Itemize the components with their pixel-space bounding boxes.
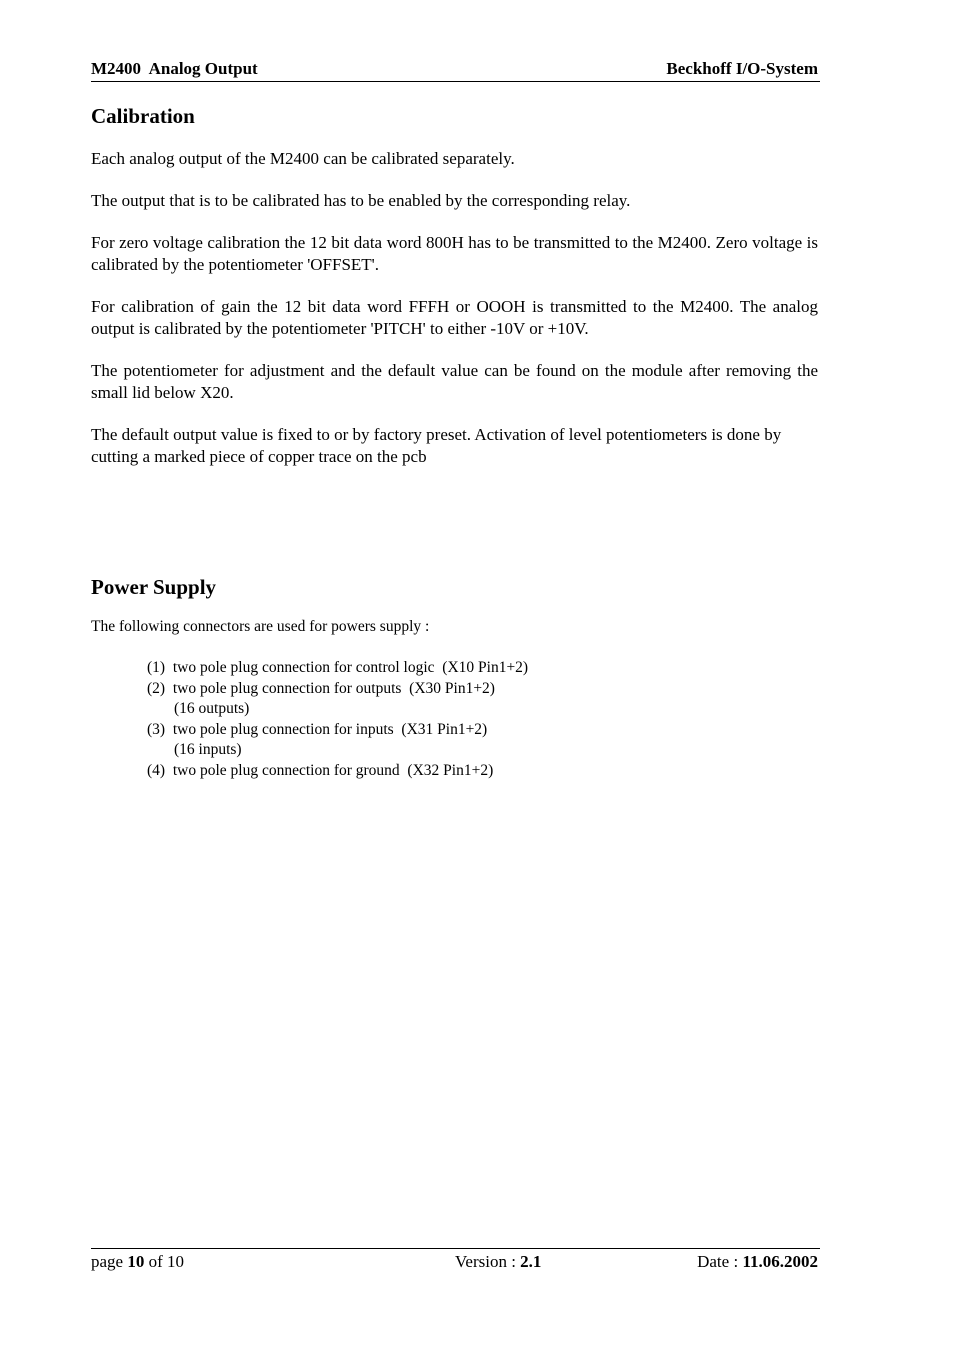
page-total: of 10 [144, 1252, 185, 1271]
header-company: Beckhoff I/O-System [666, 59, 818, 78]
page-number [91, 1252, 184, 1272]
calibration-paragraph: The output that is to be calibrated has to be enabled by the corresponding relay. [91, 191, 631, 210]
connector-text: (1) two pole plug connection for control logic (X10 Pin1+2) [147, 659, 529, 676]
page-current: 10 [127, 1252, 145, 1271]
list-item [147, 658, 818, 679]
calibration-paragraph: The potentiometer for adjustment and the default value can be found on the module after removing the small lid below X20. [91, 361, 818, 402]
date-label: Date : [697, 1252, 743, 1271]
connector-text: (3) two pole plug connection for inputs (X31 Pin1+2) [147, 720, 488, 738]
calibration-paragraph: Each analog output of the M2400 can be calibrated separately. [91, 149, 515, 168]
connector-subtext: (16 inputs) [174, 741, 242, 758]
calibration-paragraph: For zero voltage calibration the 12 bit data word 800H has to be transmitted to the M2400. Zero voltage is calibrated by the potentiometer 'OFFSET'. [91, 233, 818, 274]
connector-subtext: (16 outputs) [174, 700, 250, 717]
page-content [91, 102, 818, 781]
version-label: Version : [455, 1252, 521, 1271]
power-supply-intro: The following connectors are used for powers supply : [91, 618, 430, 635]
list-item [147, 679, 818, 720]
calibration-paragraph: For calibration of gain the 12 bit data word FFFH or OOOH is transmitted to the M2400. The analog output is calibrated by the potentiometer 'PITCH' to either -10V or +10V. [91, 297, 818, 338]
list-item [147, 720, 818, 761]
calibration-paragraph: The default output value is fixed to or by factory preset. Activation of level potentiometers is done by cutting a marked piece of copper trace on the pcb [91, 425, 782, 466]
version-info [455, 1252, 541, 1272]
page-label: page [91, 1252, 128, 1271]
date-value: 11.06.2002 [742, 1252, 818, 1271]
list-item [147, 761, 818, 782]
connector-list [147, 658, 818, 781]
version-value: 2.1 [520, 1252, 542, 1271]
connector-text: (4) two pole plug connection for ground (X32 Pin1+2) [147, 761, 494, 779]
calibration-heading: Calibration [91, 104, 195, 128]
power-supply-heading: Power Supply [91, 575, 217, 599]
connector-text: (2) two pole plug connection for outputs (X30 Pin1+2) [147, 679, 495, 697]
page-header [91, 59, 820, 82]
page-footer [91, 1248, 820, 1279]
date-info [697, 1252, 818, 1272]
header-title: M2400 Analog Output [91, 59, 258, 78]
